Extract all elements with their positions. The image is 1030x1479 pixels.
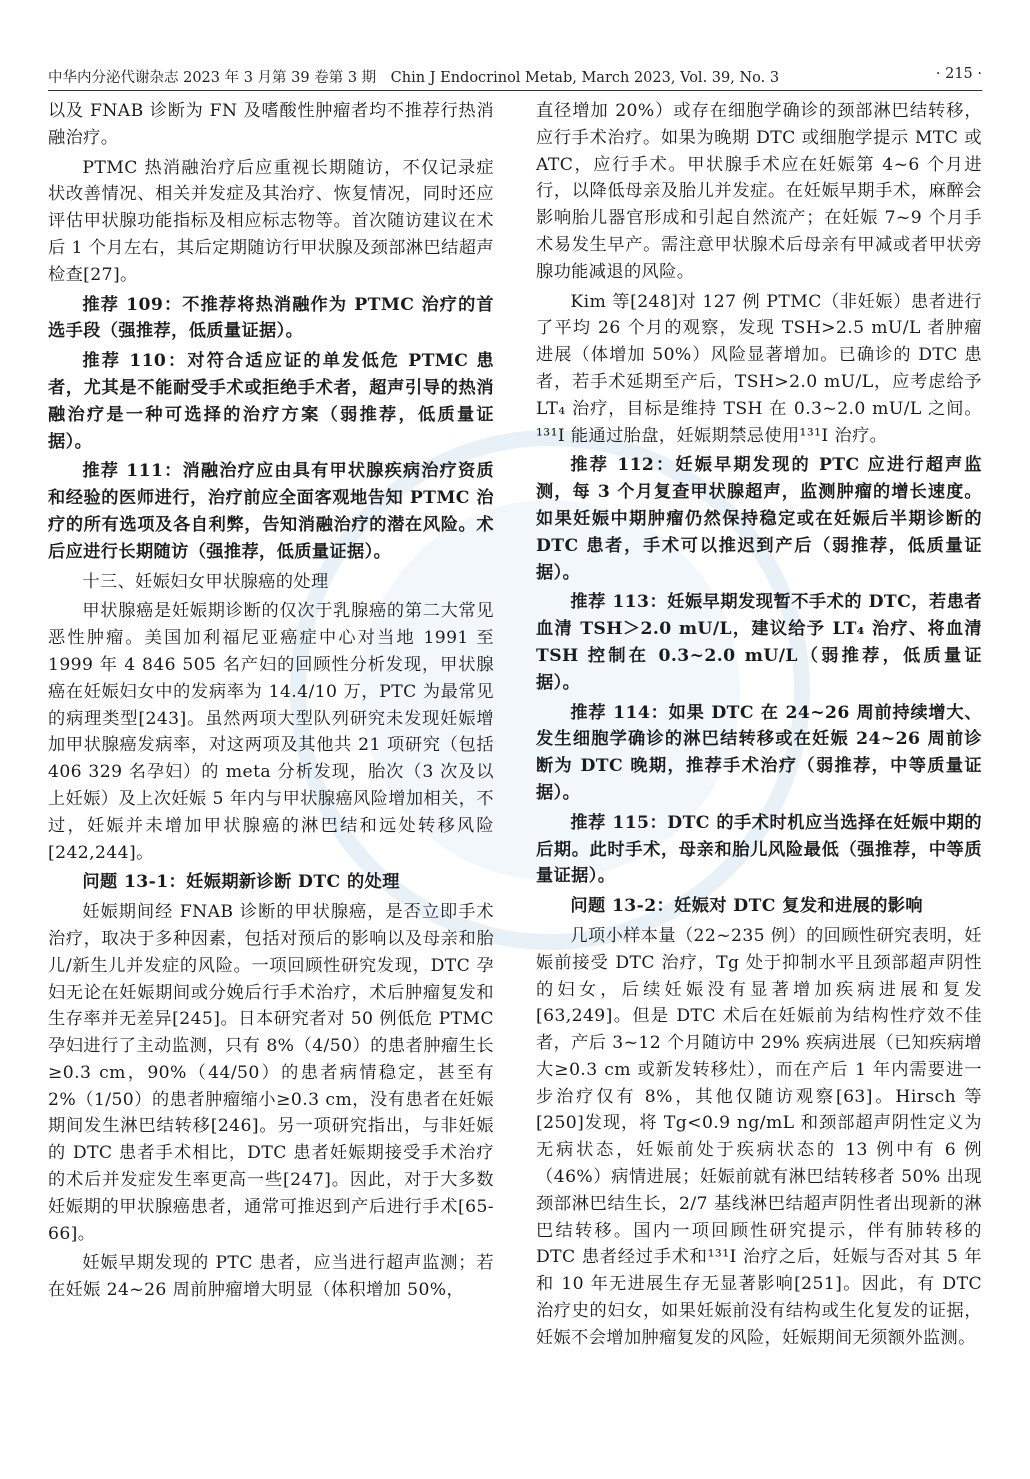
paragraph: 几项小样本量（22~235 例）的回顾性研究表明，妊娠前接受 DTC 治疗，Tg 处于抑制水平且颈部超声阴性的妇女，后续妊娠没有显著增加疾病进展和复发[63,249]。但是 DTC 术后在妊娠前为结构性疗效不佳者，产后 3~12 个月随访中 29% 疾病进展（已知疾病增大≥0.3 cm 或新发转移灶），而在产后 1 年内需要进一步治疗仅有 8%，其他仅随访观察[63]。Hirsch 等[250]发现，将 Tg<0.9 ng/mL 和颈部超声阴性定义为无病状态，妊娠前处于疾病状态的 13 例中有 6 例（46%）病情进展；妊娠前就有淋巴结转移者 50% 出现颈部淋巴结生长，2/7 基线淋巴结超声阴性者出现新的淋巴结转移。国内一项回顾性研究提示，伴有肺转移的 DTC 患者经过手术和¹³¹I 治疗之后，妊娠与否对其 5 年和 10 年无进展生存无显著影响[251]。因此，有 DTC 治疗史的妇女，如果妊娠前没有结构或生化复发的证据，妊娠不会增加肿瘤复发的风险，妊娠期间无须额外监测。 bbox=[536, 925, 982, 1348]
header-divider bbox=[48, 90, 982, 91]
page-number: · 215 · bbox=[935, 66, 982, 82]
paragraph: Kim 等[248]对 127 例 PTMC（非妊娠）患者进行了平均 26 个月的观察，发现 TSH>2.5 mU/L 者肿瘤进展（体增加 50%）风险显著增加。已确诊的 DTC 患者，若手术延期至产后，TSH>2.0 mU/L，应考虑给予 LT₄ 治疗，目标是维持 TSH 在 0.3~2.0 mU/L 之间。¹³¹I 能通过胎盘，妊娠期禁忌使用¹³¹I 治疗。 bbox=[536, 291, 982, 446]
right-column bbox=[536, 98, 982, 1352]
running-header bbox=[48, 62, 982, 88]
paragraph: 妊娠早期发现的 PTC 患者，应当进行超声监测；若在妊娠 24~26 周前肿瘤增大明显（体积增加 50%， bbox=[48, 1253, 494, 1301]
section-heading: 十三、妊娠妇女甲状腺癌的处理 bbox=[82, 571, 329, 592]
recommendation-115: 推荐 115：DTC 的手术时机应当选择在妊娠中期的后期。此时手术，母亲和胎儿风险最低（强推荐，中等质量证据）。 bbox=[536, 812, 982, 887]
question-heading: 问题 13-1：妊娠期新诊断 DTC 的处理 bbox=[82, 872, 400, 893]
recommendation-109: 推荐 109：不推荐将热消融作为 PTMC 治疗的首选手段（强推荐，低质量证据）。 bbox=[48, 294, 494, 342]
recommendation-112: 推荐 112：妊娠早期发现的 PTC 应进行超声监测，每 3 个月复查甲状腺超声，监测肿瘤的增长速度。如果妊娠中期肿瘤仍然保持稳定或在妊娠后半期诊断的 DTC 患者，手术可以推迟到产后（弱推荐，低质量证据）。 bbox=[536, 455, 982, 583]
paragraph: 甲状腺癌是妊娠期诊断的仅次于乳腺癌的第二大常见恶性肿瘤。美国加利福尼亚癌症中心对当地 1991 至 1999 年 4 846 505 名产妇的回顾性分析发现，甲状腺癌在妊娠妇女中的发病率为 14.4/10 万，PTC 为最常见的病理类型[243]。虽然两项大型队列研究未发现妊娠增加甲状腺癌发病率，对这两项及其他共 21 项研究（包括 406 329 名孕妇）的 meta 分析发现，胎次（3 次及以上妊娠）及上次妊娠 5 年内与甲状腺癌风险增加相关，不过，妊娠并未增加甲状腺癌的淋巴结和远处转移风险[242,244]。 bbox=[48, 601, 494, 863]
paragraph: 妊娠期间经 FNAB 诊断的甲状腺癌，是否立即手术治疗，取决于多种因素，包括对预后的影响以及母亲和胎儿/新生儿并发症的风险。一项回顾性研究发现，DTC 孕妇无论在妊娠期间或分娩后行手术治疗，术后肿瘤复发和生存率并无差异[245]。日本研究者对 50 例低危 PTMC 孕妇进行了主动监测，只有 8%（4/50）的患者肿瘤生长≥0.3 cm，90%（44/50）的患者病情稳定，甚至有 2%（1/50）的患者肿瘤缩小≥0.3 cm，没有患者在妊娠期间发生淋巴结转移[246]。另一项研究指出，与非妊娠的 DTC 患者手术相比，DTC 患者妊娠期接受手术治疗的术后并发症发生率更高一些[247]。因此，对于大多数妊娠期的甲状腺癌患者，通常可推迟到产后进行手术[65-66]。 bbox=[48, 902, 494, 1244]
journal-info: 中华内分泌代谢杂志 2023 年 3 月第 39 卷第 3 期 Chin J Endocrinol Metab, March 2023, Vol. 39, No. 3 bbox=[48, 70, 780, 86]
recommendation-114: 推荐 114：如果 DTC 在 24~26 周前持续增大、发生细胞学确诊的淋巴结转移或在妊娠 24~26 周前诊断为 DTC 晚期，推荐手术治疗（弱推荐，中等质量证据）。 bbox=[536, 702, 982, 803]
recommendation-111: 推荐 111：消融治疗应由具有甲状腺疾病治疗资质和经验的医师进行，治疗前应全面客观地告知 PTMC 治疗的所有选项及各自利弊，告知消融治疗的潜在风险。术后应进行长期随访（强推荐，低质量证据）。 bbox=[48, 461, 494, 562]
left-column bbox=[48, 98, 494, 1304]
recommendation-113: 推荐 113：妊娠早期发现暂不手术的 DTC，若患者血清 TSH＞2.0 mU/L，建议给予 LT₄ 治疗、将血清 TSH 控制在 0.3~2.0 mU/L（弱推荐，低质量证据）。 bbox=[536, 592, 982, 693]
paragraph: 直径增加 20%）或存在细胞学确诊的颈部淋巴结转移，应行手术治疗。如果为晚期 DTC 或细胞学提示 MTC 或 ATC，应行手术。甲状腺手术应在妊娠第 4~6 个月进行，以降低母亲及胎儿并发症。在妊娠早期手术，麻醉会影响胎儿器官形成和引起自然流产；在妊娠 7~9 个月手术易发生早产。需注意甲状腺术后母亲有甲减或者甲状旁腺功能减退的风险。 bbox=[536, 101, 982, 282]
paragraph: 以及 FNAB 诊断为 FN 及嗜酸性肿瘤者均不推荐行热消融治疗。 bbox=[48, 101, 494, 148]
question-heading: 问题 13-2：妊娠对 DTC 复发和进展的影响 bbox=[570, 896, 923, 917]
recommendation-110: 推荐 110：对符合适应证的单发低危 PTMC 患者，尤其是不能耐受手术或拒绝手术者，超声引导的热消融治疗是一种可选择的治疗方案（弱推荐，低质量证据）。 bbox=[48, 351, 494, 452]
paragraph: PTMC 热消融治疗后应重视长期随访，不仅记录症状改善情况、相关并发症及其治疗、恢复情况，同时还应评估甲状腺功能指标及相应标志物等。首次随访建议在术后 1 个月左右，其后定期随访行甲状腺及颈部淋巴结超声检查[27]。 bbox=[48, 157, 494, 285]
